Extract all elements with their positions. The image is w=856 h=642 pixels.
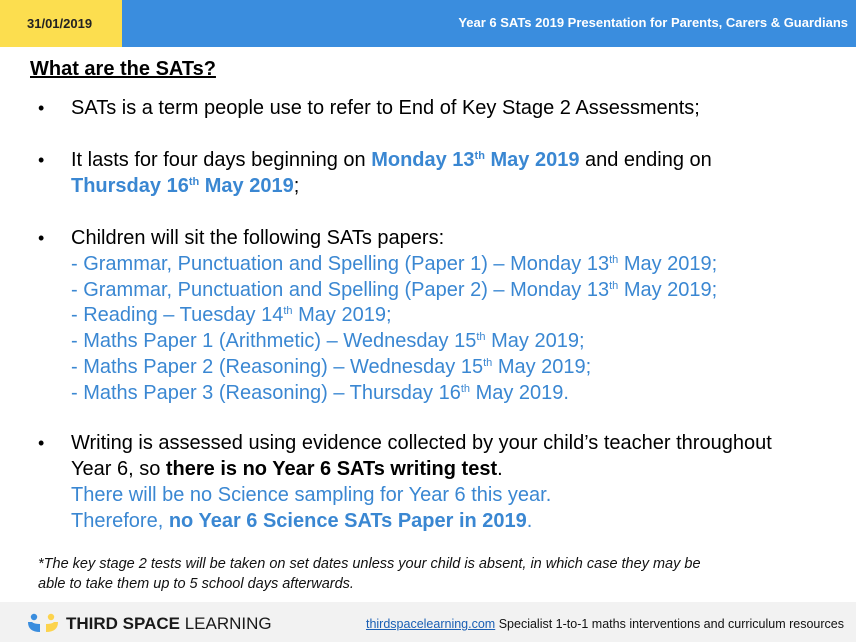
paper-sup: th	[476, 331, 486, 343]
footer-tagline-text: Specialist 1-to-1 maths interventions and curriculum resources	[495, 617, 844, 631]
paper-item	[71, 381, 569, 405]
writing-post: .	[497, 458, 503, 480]
start-date	[371, 149, 579, 171]
paper-sup: th	[609, 280, 619, 292]
paper-text: - Maths Paper 3 (Reasoning) – Thursday 16	[71, 382, 461, 404]
logo-text-light: LEARNING	[179, 614, 272, 633]
paper-date-rest: May 2019;	[618, 279, 718, 301]
start-date-day: Monday 13	[371, 149, 475, 171]
writing-pre: Year 6, so	[71, 458, 166, 480]
end-date-sup: th	[188, 176, 200, 188]
paper-item	[71, 303, 392, 327]
page-title: What are the SATs?	[30, 58, 216, 80]
start-date-sup: th	[474, 150, 485, 162]
science-emphasis: no Year 6 Science SATs Paper in 2019	[168, 510, 527, 532]
end-date-rest: May 2019	[199, 175, 294, 197]
header-date: 31/01/2019	[27, 16, 93, 31]
bullet-marker: •	[38, 150, 45, 170]
paper-item	[71, 355, 591, 379]
footnote-line-1: *The key stage 2 tests will be taken on set dates unless your child is absent, in which case they may be	[38, 556, 701, 572]
paper-sup: th	[283, 305, 293, 317]
science-post: .	[526, 510, 533, 532]
bullet-4-line-3: There will be no Science sampling for Year 6 this year.	[71, 484, 552, 506]
paper-date-rest: May 2019;	[618, 253, 718, 275]
paper-text: - Grammar, Punctuation and Spelling (Paper 1) – Monday 13	[71, 253, 610, 275]
footer-bar	[0, 602, 856, 642]
end-date-day: Thursday 16	[71, 175, 189, 197]
writing-emphasis: there is no Year 6 SATs writing test	[165, 458, 498, 480]
bullet-2-line-1	[71, 148, 712, 172]
bullet-2-pre: It lasts for four days beginning on	[71, 149, 372, 171]
paper-date-rest: May 2019;	[492, 356, 592, 378]
paper-date-rest: May 2019;	[292, 304, 392, 326]
paper-item	[71, 329, 585, 353]
bullet-2-post: ;	[293, 175, 300, 197]
logo-text-bold: THIRD SPACE	[66, 614, 180, 633]
bullet-2-mid: and ending on	[579, 149, 712, 171]
header-title: Year 6 SATs 2019 Presentation for Parents, Carers & Guardians	[458, 15, 848, 30]
website-link[interactable]: thirdspacelearning.com	[365, 617, 496, 631]
bullet-4-line-1: Writing is assessed using evidence collected by your child’s teacher throughout	[71, 432, 772, 454]
paper-sup: th	[609, 254, 619, 266]
footnote-line-2: able to take them up to 5 school days afterwards.	[38, 576, 354, 592]
paper-item	[71, 278, 717, 302]
footer-tagline	[366, 617, 844, 631]
bullet-marker: •	[38, 433, 45, 453]
bullet-1-text: SATs is a term people use to refer to End of Key Stage 2 Assessments;	[71, 97, 700, 119]
header-bar	[0, 0, 856, 47]
paper-sup: th	[460, 383, 471, 395]
paper-text: - Maths Paper 2 (Reasoning) – Wednesday 15	[71, 356, 484, 378]
paper-sup: th	[483, 357, 493, 369]
end-date	[71, 175, 294, 197]
paper-text: - Reading – Tuesday 14	[71, 304, 284, 326]
bullet-marker: •	[38, 228, 45, 248]
start-date-rest: May 2019	[484, 149, 580, 171]
bullet-2-line-2	[71, 174, 299, 198]
logo-text	[66, 614, 272, 634]
bullet-3-intro: Children will sit the following SATs papers:	[71, 227, 445, 249]
bullet-4-line-4	[71, 509, 532, 533]
science-pre: Therefore,	[71, 510, 169, 532]
bullet-marker: •	[38, 98, 45, 118]
paper-text: - Grammar, Punctuation and Spelling (Paper 2) – Monday 13	[71, 279, 610, 301]
bullet-4-line-2	[71, 457, 503, 481]
paper-date-rest: May 2019.	[470, 382, 569, 404]
date-box	[0, 0, 122, 47]
third-space-learning-logo-icon	[26, 612, 60, 634]
paper-date-rest: May 2019;	[485, 330, 585, 352]
paper-text: - Maths Paper 1 (Arithmetic) – Wednesday 15	[71, 330, 477, 352]
paper-item	[71, 252, 717, 276]
